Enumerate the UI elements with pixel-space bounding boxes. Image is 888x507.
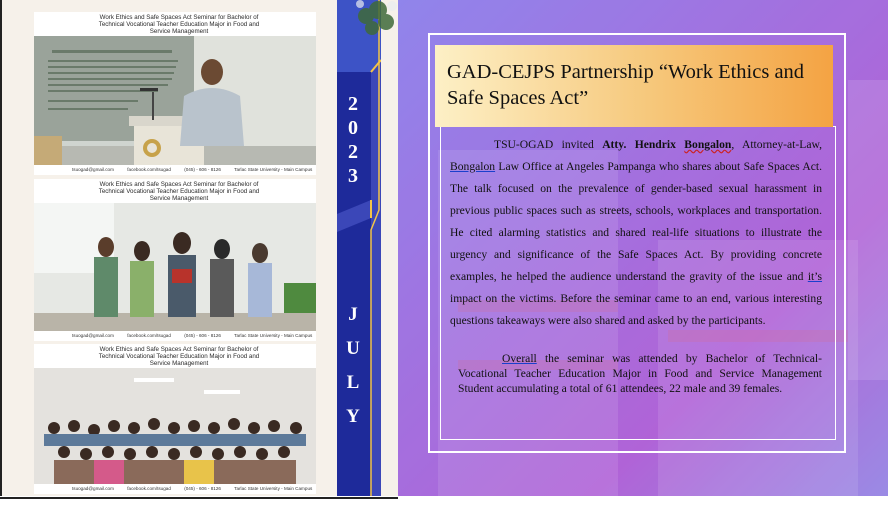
text-run: Law Office at Angeles Pampanga who shares about Safe Spaces Act. The talk focused on the prevalence of gender-based sexual harassment in previous public spaces such as streets, schools, workplaces and transportation. He cited alarming statistics and shared real-life situations to illustrate the urgency and significance of the Safe Spaces Act. By providing concrete examples, he helped the audience understand the gravity of the issue and [450,160,822,283]
card-heading: Work Ethics and Safe Spaces Act Seminar for Bachelor of Technical Vocational Teacher Education Major in Food and Service Management [34,179,316,203]
firm-name: Bongalon [450,160,496,173]
paragraph-2 [458,352,822,396]
photo-card-speaker [34,12,316,175]
speaker-body [180,88,244,146]
tree-decoration [352,0,398,60]
bottom-border [0,497,398,499]
footer-campus: Tarlac State University - Main Campus [234,333,313,338]
year-digit: 2 [348,93,358,115]
card-heading: Work Ethics and Safe Spaces Act Seminar for Bachelor of Technical Vocational Teacher Education Major in Food and Service Management [34,12,316,36]
speaker-name [602,138,731,151]
card-footer [34,165,316,175]
footer-facebook: facebook.com/tsugad [127,167,171,172]
year-label [337,92,369,188]
speaker-head [201,59,223,85]
table [34,136,62,165]
footer-campus: Tarlac State University - Main Campus [234,486,313,491]
footer-email: tsuogad@gmail.com [72,333,114,338]
footer-phone: (045) - 606 - 8126 [184,167,221,172]
text-run: , Attorney-at-Law, [731,138,823,151]
footer-campus: Tarlac State University - Main Campus [234,167,313,172]
certificate [172,269,192,283]
group-photo-large [34,368,316,484]
year-digit: 2 [348,141,358,163]
month-letter: U [346,338,360,359]
mic-stand [152,92,154,120]
year-digit: 3 [348,165,358,187]
footer-facebook: facebook.com/tsugad [127,333,171,338]
group-photo-small [34,203,316,331]
ceiling-light [134,378,174,382]
card-footer [34,331,316,341]
overall-word: Overall [502,352,537,365]
mic [140,88,158,91]
speaker-first: Atty. Hendrix [602,138,685,151]
photo-card-group-small [34,179,316,341]
left-border [0,0,2,507]
article-body [450,134,822,332]
card-footer [34,484,316,494]
paragraph-1 [450,134,822,332]
text-run: TSU-OGAD invited [494,138,603,151]
month-letter: L [346,372,360,393]
footer-email: tsuogad@gmail.com [72,486,114,491]
footer-phone: (045) - 606 - 8126 [184,333,221,338]
its-word: it’s [807,270,822,283]
month-label [337,298,369,434]
month-letter: Y [346,406,360,427]
speaker-last: Bongalon [684,138,732,151]
photo-card-group-large [34,344,316,494]
footer-facebook: facebook.com/tsugad [127,486,171,491]
footer-phone: (045) - 606 - 8126 [184,486,221,491]
card-heading: Work Ethics and Safe Spaces Act Seminar for Bachelor of Technical Vocational Teacher Education Major in Food and Service Management [34,344,316,368]
footer-email: tsuogad@gmail.com [72,167,114,172]
text-run: the seminar was attended by Bachelor of Technical-Vocational Teacher Education Major in Food and Service Management Student accumulating a total of 61 attendees, 22 male and 39 females. [458,352,822,395]
speaker-photo [34,36,316,165]
article-summary [458,352,822,396]
month-letter: J [348,304,358,325]
text-run: impact on the victims. Before the seminar came to an end, various interesting questions takeaways were also shared and asked by the participants. [450,292,822,327]
article-title: GAD-CEJPS Partnership “Work Ethics and Safe Spaces Act” [435,45,833,127]
year-digit: 0 [348,117,358,139]
ceiling-light [204,390,240,394]
